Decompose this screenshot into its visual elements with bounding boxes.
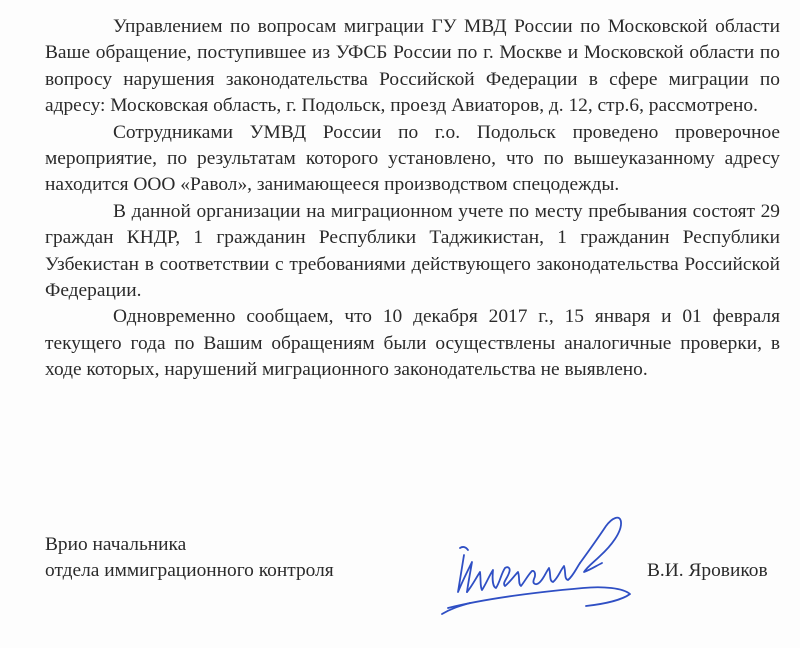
paragraph-1: Управлением по вопросам миграции ГУ МВД России по Московской области Ваше обращение, поступившее из УФСБ России по г. Москве и Московской области по вопросу нарушения законодательства Российской Федерации в сфере миграции по адресу: Московская область, г. Подольск, проезд Авиаторов, д. 12, стр.6, рассмотрено. (45, 16, 780, 117)
paragraph-4: Одновременно сообщаем, что 10 декабря 2017 г., 15 января и 01 февраля текущего года по Вашим обращениям были осуществлены аналогичные проверки, в ходе которых, нарушений миграционного законодательства не выявлено. (45, 306, 780, 381)
position-title-line-1: Врио начальника (45, 534, 187, 555)
handwritten-signature-icon (408, 500, 648, 630)
signer-name: В.И. Яровиков (647, 560, 768, 581)
paragraph-2: Сотрудниками УМВД России по г.о. Подольск проведено проверочное мероприятие, по результатам которого установлено, что по вышеуказанному адресу находится ООО «Равол», занимающееся производством спецодежды. (45, 121, 780, 196)
paragraph-3: В данной организации на миграционном учете по месту пребывания состоят 29 граждан КНДР, 1 гражданин Республики Таджикистан, 1 гражданин Республики Узбекистан в соответствии с требованиями действующего законодательства Российской Федерации. (45, 200, 780, 302)
letter-body (45, 14, 780, 384)
position-title-line-2: отдела иммиграционного контроля (45, 560, 334, 582)
